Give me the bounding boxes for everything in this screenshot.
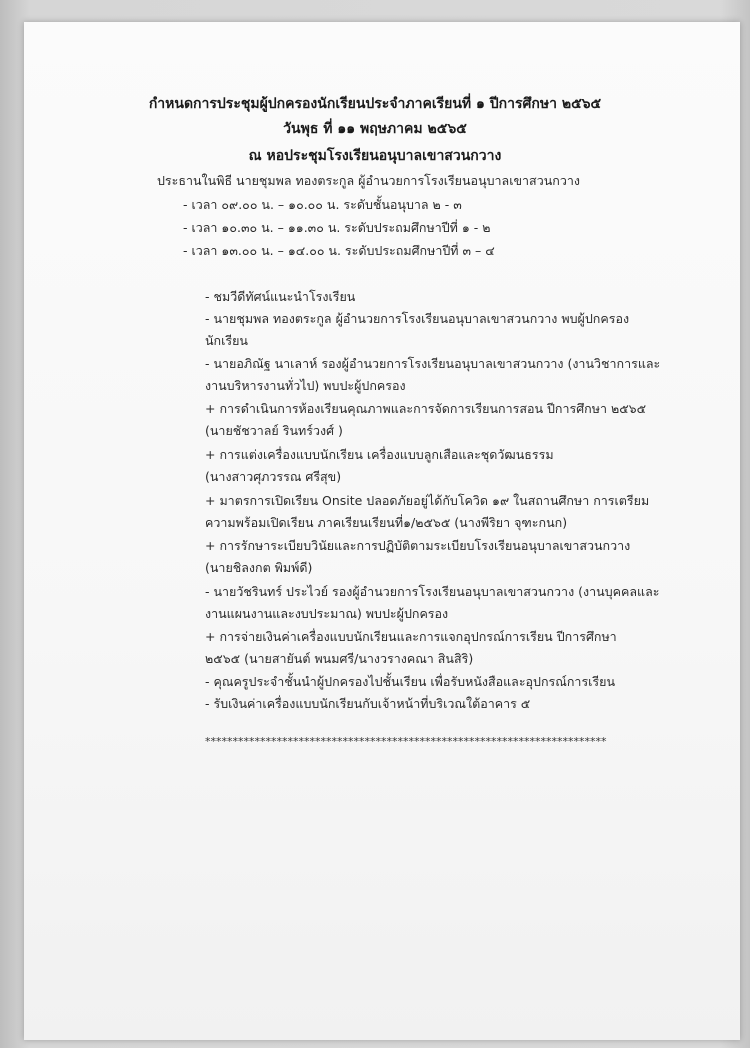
- agenda-line: นักเรียน: [205, 333, 248, 348]
- agenda-line: - คุณครูประจำชั้นนำผู้ปกครองไปชั้นเรียน เพื่อรับหนังสือและอุปกรณ์การเรียน: [205, 674, 616, 689]
- agenda-line: + การรักษาระเบียบวินัยและการปฏิบัติตามระเบียบโรงเรียนอนุบาลเขาสวนกวาง: [205, 538, 631, 553]
- agenda-line: (นายชัชวาลย์ รินทร์วงศ์ ): [205, 423, 343, 438]
- agenda-line: + การดำเนินการห้องเรียนคุณภาพและการจัดการเรียนการสอน ปีการศึกษา ๒๕๖๕: [205, 401, 647, 416]
- agenda-line: - นายชุมพล ทองตระกูล ผู้อำนวยการโรงเรียนอนุบาลเขาสวนกวาง พบผู้ปกครอง: [205, 311, 630, 326]
- agenda-line: - ชมวีดีทัศน์แนะนำโรงเรียน: [205, 289, 356, 304]
- agenda-line: (นายชิลงกต พิมพ์ดี): [205, 560, 313, 575]
- title-line-2: วันพุธ ที่ ๑๑ พฤษภาคม ๒๕๖๕: [283, 121, 467, 137]
- schedule-item: - เวลา ๑๓.๐๐ น. – ๑๔.๐๐ น. ระดับประถมศึกษาปีที่ ๓ – ๔: [183, 243, 495, 258]
- agenda-line: งานบริหารงานทั่วไป) พบปะผู้ปกครอง: [205, 378, 406, 393]
- agenda-line: + มาตรการเปิดเรียน Onsite ปลอดภัยอยู่ได้กับโควิด ๑๙ ในสถานศึกษา การเตรียม: [205, 493, 650, 508]
- title-line-3: ณ หอประชุมโรงเรียนอนุบาลเขาสวนกวาง: [248, 148, 502, 164]
- agenda-line: - นายอภิณัฐ นาเลาห์ รองผู้อำนวยการโรงเรียนอนุบาลเขาสวนกวาง (งานวิชาการและ: [205, 356, 661, 371]
- agenda-line: + การจ่ายเงินค่าเครื่องแบบนักเรียนและการแจกอุปกรณ์การเรียน ปีการศึกษา: [205, 629, 617, 644]
- agenda-line: + การแต่งเครื่องแบบนักเรียน เครื่องแบบลูกเสือและชุดวัฒนธรรม: [205, 447, 554, 462]
- agenda-line: ๒๕๖๕ (นายสายันต์ พนมศรี/นางวรางคณา สินสิริ): [205, 651, 474, 666]
- schedule-item: - เวลา ๐๙.๐๐ น. – ๑๐.๐๐ น. ระดับชั้นอนุบาล ๒ - ๓: [183, 197, 462, 212]
- agenda-line: ความพร้อมเปิดเรียน ภาคเรียนเรียนที่๑/๒๕๖๕ (นางพีริยา จุฑะกนก): [205, 515, 568, 530]
- agenda-line: งานแผนงานและงบประมาณ) พบปะผู้ปกครอง: [205, 606, 449, 621]
- agenda-line: - นายวัชรินทร์ ประไวย์ รองผู้อำนวยการโรงเรียนอนุบาลเขาสวนกวาง (งานบุคคลและ: [205, 584, 660, 599]
- chairperson-line: ประธานในพิธี นายชุมพล ทองตระกูล ผู้อำนวยการโรงเรียนอนุบาลเขาสวนกวาง: [157, 173, 580, 188]
- agenda-line: - รับเงินค่าเครื่องแบบนักเรียนกับเจ้าหน้าที่บริเวณใต้อาคาร ๕: [205, 696, 531, 711]
- schedule-item: - เวลา ๑๐.๓๐ น. – ๑๑.๓๐ น. ระดับประถมศึกษาปีที่ ๑ - ๒: [183, 220, 491, 235]
- title-line-1: กำหนดการประชุมผู้ปกครองนักเรียนประจำภาคเรียนที่ ๑ ปีการศึกษา ๒๕๖๕: [148, 96, 602, 112]
- agenda-line: (นางสาวศุภวรรณ ศรีสุข): [205, 469, 342, 484]
- separator-line: *************************************************************************: [205, 735, 607, 748]
